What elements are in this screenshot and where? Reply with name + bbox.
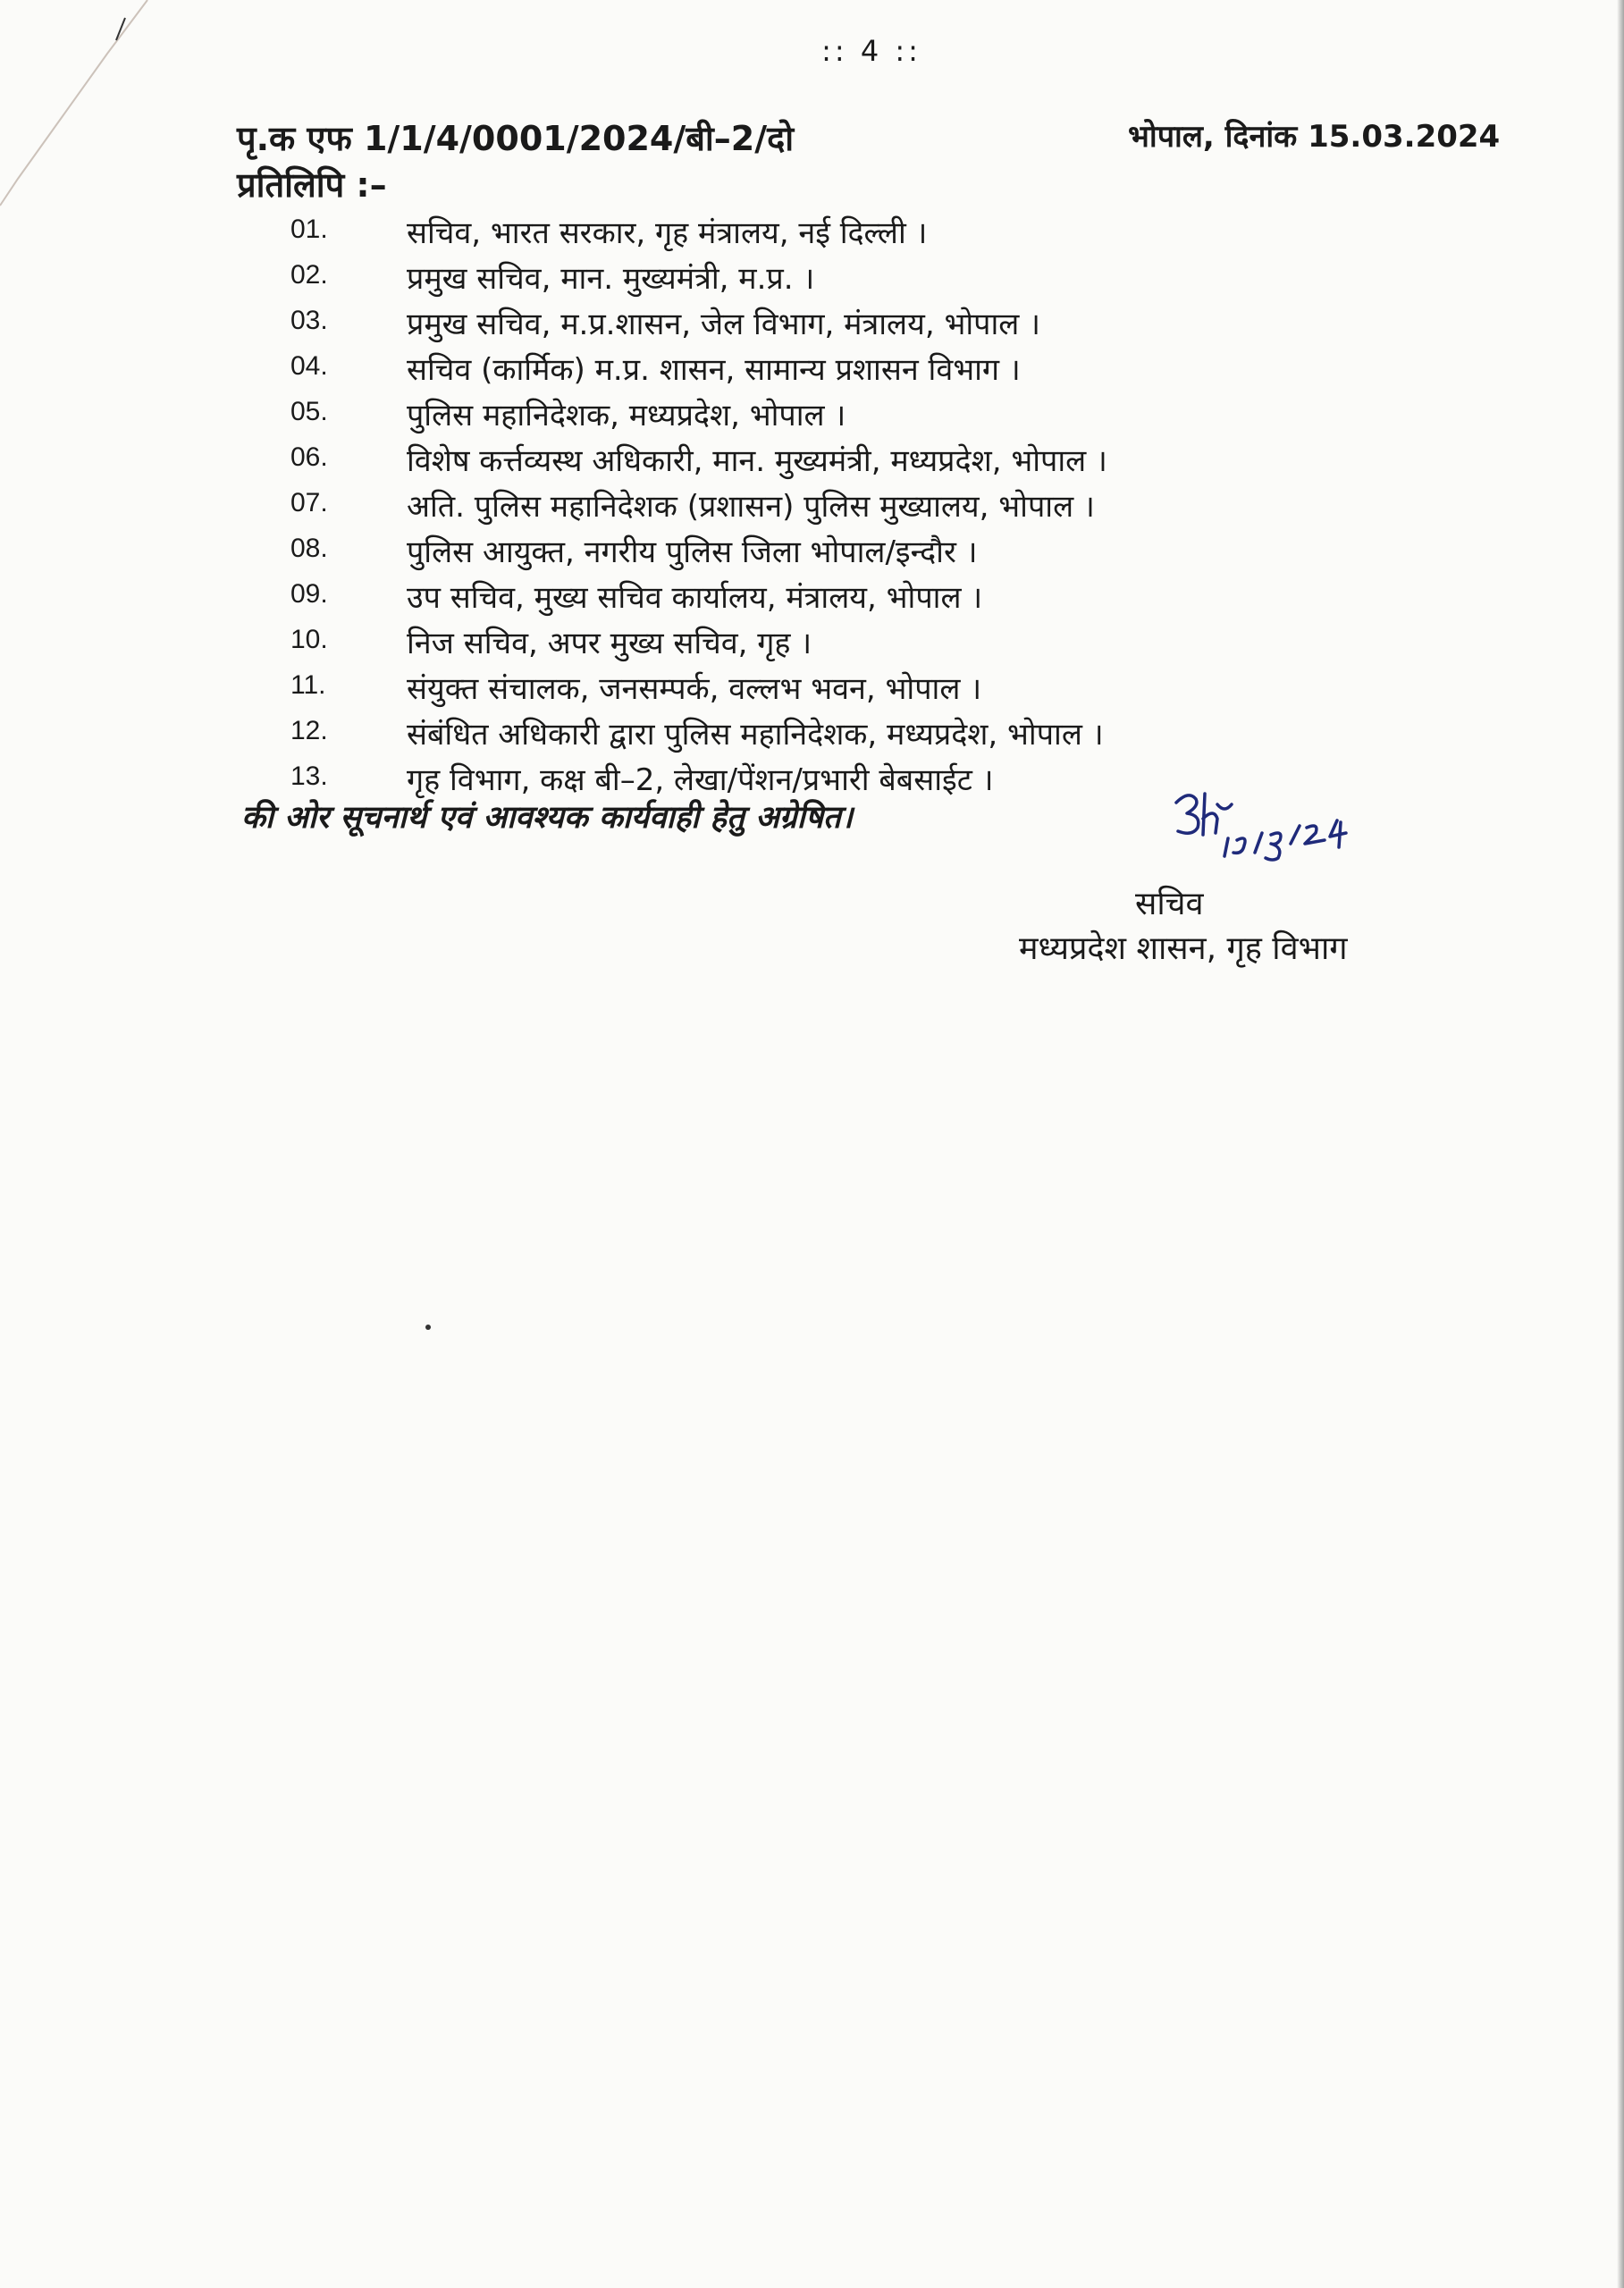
recipient-number: 13.: [290, 761, 328, 791]
signatory-title: सचिव: [1135, 886, 1204, 922]
recipient-number: 08.: [290, 534, 328, 563]
recipient-text: प्रमुख सचिव, मान. मुख्यमंत्री, म.प्र. ।: [407, 261, 815, 297]
recipient-item: [290, 667, 1107, 712]
handwritten-signature: [1162, 778, 1394, 876]
page-number: :: 4 ::: [821, 34, 921, 68]
recipient-number: 06.: [290, 442, 328, 472]
recipient-number: 04.: [290, 351, 328, 381]
recipient-text: संबंधित अधिकारी द्वारा पुलिस महानिदेशक, मध्यप्रदेश, भोपाल ।: [407, 717, 1104, 753]
recipient-text: सचिव (कार्मिक) म.प्र. शासन, सामान्य प्रशासन विभाग ।: [407, 352, 1021, 388]
recipient-number: 01.: [290, 214, 328, 244]
recipient-number: 10.: [290, 625, 328, 654]
recipient-item: [290, 484, 1107, 530]
recipient-text: पुलिस महानिदेशक, मध्यप्रदेश, भोपाल ।: [407, 398, 846, 433]
paper-corner-fold-mark: [0, 0, 161, 214]
recipient-item: [290, 621, 1107, 667]
recipient-item: [290, 530, 1107, 576]
copy-heading: प्रतिलिपि :–: [237, 165, 387, 205]
recipient-text: अति. पुलिस महानिदेशक (प्रशासन) पुलिस मुख्यालय, भोपाल ।: [407, 489, 1095, 525]
recipient-item: [290, 439, 1107, 484]
recipient-text: सचिव, भारत सरकार, गृह मंत्रालय, नई दिल्ली ।: [407, 215, 928, 251]
recipient-number: 09.: [290, 579, 328, 609]
recipient-text: गृह विभाग, कक्ष बी–2, लेखा/पेंशन/प्रभारी बेबसाईट ।: [407, 762, 994, 798]
signatory-department: मध्यप्रदेश शासन, गृह विभाग: [1019, 930, 1348, 967]
recipient-number: 07.: [290, 488, 328, 517]
recipient-number: 02.: [290, 260, 328, 290]
recipient-text: निज सचिव, अपर मुख्य सचिव, गृह ।: [407, 626, 812, 661]
recipient-number: 03.: [290, 306, 328, 335]
recipient-item: [290, 348, 1107, 393]
recipient-item: [290, 393, 1107, 439]
recipient-list: [290, 211, 1107, 803]
recipient-number: 11.: [290, 670, 326, 700]
reference-number: पृ.क एफ 1/1/4/0001/2024/बी–2/दो: [237, 119, 795, 158]
recipient-item: [290, 712, 1107, 758]
recipient-item: [290, 576, 1107, 621]
place-date: भोपाल, दिनांक 15.03.2024: [1128, 119, 1501, 155]
page-edge-shadow: [1617, 0, 1624, 2288]
recipient-text: पुलिस आयुक्त, नगरीय पुलिस जिला भोपाल/इन्दौर ।: [407, 534, 978, 570]
recipient-text: उप सचिव, मुख्य सचिव कार्यालय, मंत्रालय, भोपाल ।: [407, 580, 983, 616]
recipient-item: [290, 257, 1107, 302]
recipient-number: 05.: [290, 397, 328, 426]
recipient-number: 12.: [290, 716, 328, 745]
paper-speck: [425, 1325, 431, 1330]
recipient-item: [290, 211, 1107, 257]
recipient-text: विशेष कर्त्तव्यस्थ अधिकारी, मान. मुख्यमंत्री, मध्यप्रदेश, भोपाल ।: [407, 443, 1107, 479]
forwarding-note: की ओर सूचनार्थ एवं आवश्यक कार्यवाही हेतु अग्रेषित।: [241, 800, 854, 836]
recipient-item: [290, 302, 1107, 348]
recipient-text: संयुक्त संचालक, जनसम्पर्क, वल्लभ भवन, भोपाल ।: [407, 671, 982, 707]
recipient-text: प्रमुख सचिव, म.प्र.शासन, जेल विभाग, मंत्रालय, भोपाल ।: [407, 307, 1041, 342]
